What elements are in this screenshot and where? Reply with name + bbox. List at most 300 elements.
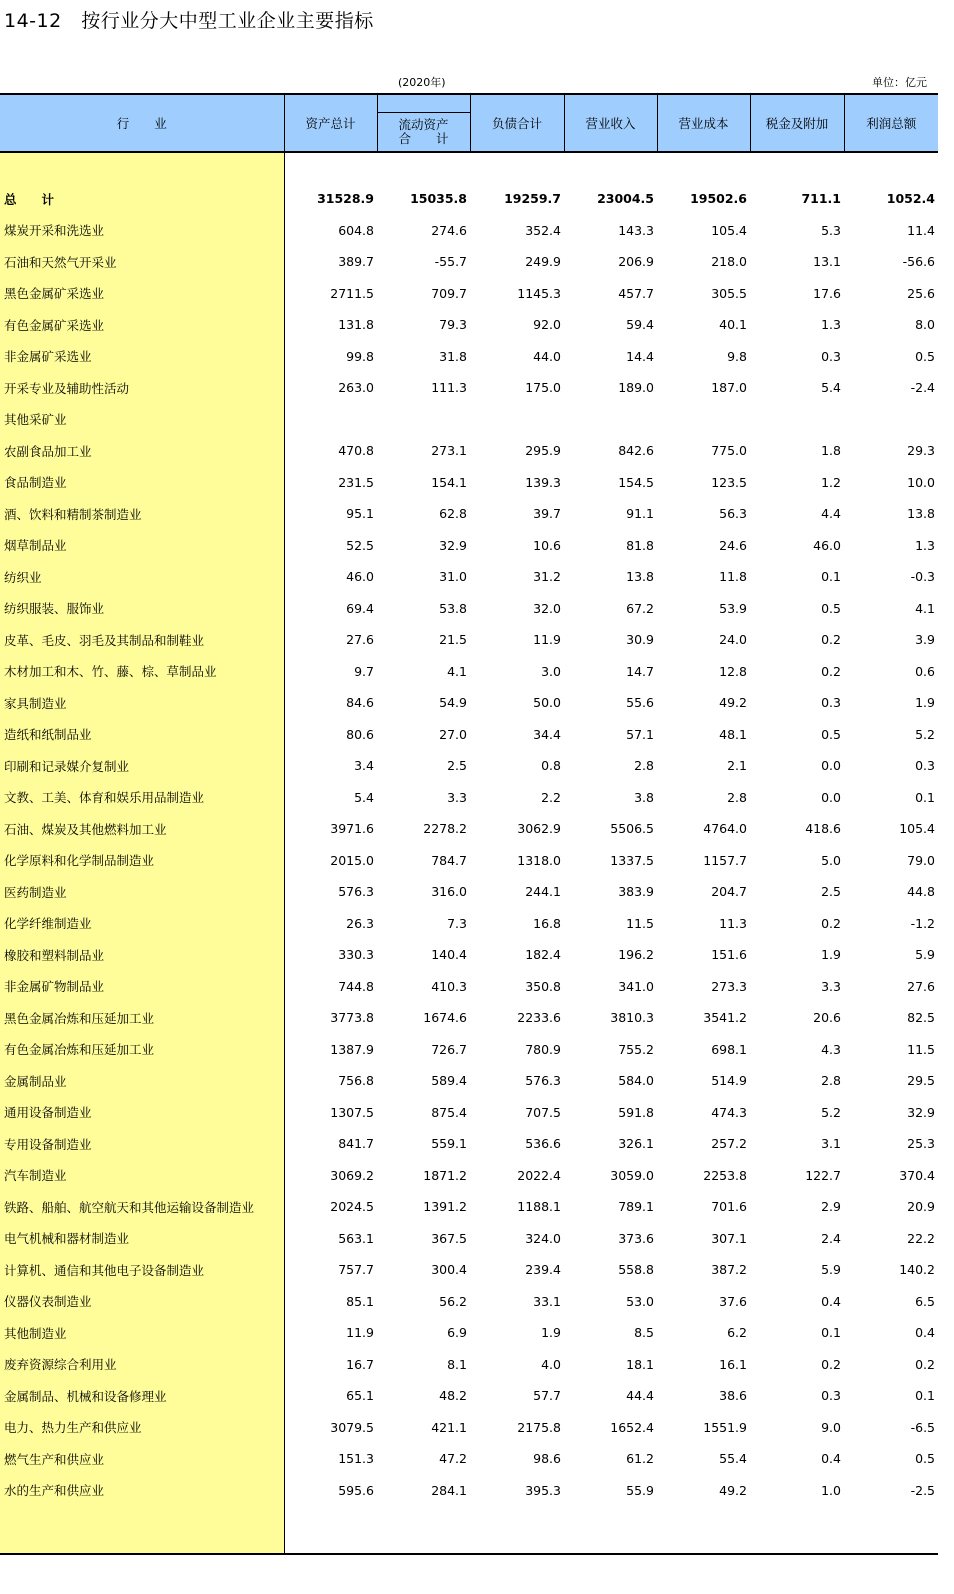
cell-taxes: 0.3: [821, 695, 841, 711]
industry-name: 煤炭开采和洗选业: [0, 215, 284, 247]
cell-total-assets: 231.5: [338, 474, 374, 490]
cell-current-assets: 79.3: [439, 317, 467, 333]
cell-revenue: 30.9: [626, 632, 654, 648]
cell-total-assets: 3971.6: [330, 821, 374, 837]
cell-profit: -2.4: [910, 380, 935, 396]
industry-name: 仪器仪表制造业: [0, 1286, 284, 1318]
cell-profit: 0.4: [915, 1325, 935, 1341]
cell-total-liabilities: 352.4: [525, 222, 561, 238]
cell-revenue: 1652.4: [610, 1419, 654, 1435]
cell-total-assets: 3069.2: [330, 1167, 374, 1183]
table-row: [0, 1128, 938, 1160]
cell-total-assets: 84.6: [346, 695, 374, 711]
cell-total-assets: 65.1: [346, 1388, 374, 1404]
table-row: [0, 561, 938, 593]
cell-current-assets: 709.7: [431, 285, 467, 301]
table-row: [0, 1254, 938, 1286]
table-row: [0, 467, 938, 499]
cell-total-assets: 26.3: [346, 915, 374, 931]
table-row: [0, 1380, 938, 1412]
table-row: [0, 1349, 938, 1381]
cell-total-liabilities: 3.0: [541, 663, 561, 679]
cell-current-assets: 559.1: [431, 1136, 467, 1152]
cell-revenue: 67.2: [626, 600, 654, 616]
table-row: [0, 435, 938, 467]
cell-revenue: 14.7: [626, 663, 654, 679]
table-row: [0, 1002, 938, 1034]
cell-taxes: 5.0: [821, 852, 841, 868]
cell-cost: 701.6: [711, 1199, 747, 1215]
cell-cost: 2253.8: [703, 1167, 747, 1183]
cell-total-liabilities: 139.3: [525, 474, 561, 490]
industry-name: 有色金属冶炼和压延加工业: [0, 1034, 284, 1066]
cell-current-assets: 154.1: [431, 474, 467, 490]
cell-cost: 305.5: [711, 285, 747, 301]
industry-name: 汽车制造业: [0, 1160, 284, 1192]
cell-total-liabilities: 10.6: [533, 537, 561, 553]
table-row: [0, 939, 938, 971]
cell-total-liabilities: 239.4: [525, 1262, 561, 1278]
cell-current-assets: 410.3: [431, 978, 467, 994]
industry-name: 家具制造业: [0, 687, 284, 719]
cell-taxes: 0.5: [821, 600, 841, 616]
table-row: [0, 656, 938, 688]
cell-total-assets: 756.8: [338, 1073, 374, 1089]
cell-current-assets: 7.3: [447, 915, 467, 931]
cell-current-assets: 48.2: [439, 1388, 467, 1404]
industry-name: 有色金属矿采选业: [0, 309, 284, 341]
cell-cost: 24.0: [719, 632, 747, 648]
cell-total-liabilities: 1145.3: [517, 285, 561, 301]
header-industry: 行 业: [0, 94, 284, 152]
cell-total-liabilities: 2233.6: [517, 1010, 561, 1026]
table-row: [0, 750, 938, 782]
cell-revenue: 1337.5: [610, 852, 654, 868]
cell-profit: 79.0: [907, 852, 935, 868]
cell-taxes: 5.9: [821, 1262, 841, 1278]
cell-cost: 48.1: [719, 726, 747, 742]
cell-profit: 27.6: [907, 978, 935, 994]
cell-profit: -56.6: [902, 254, 935, 270]
cell-cost: 105.4: [711, 222, 747, 238]
industry-name: 农副食品加工业: [0, 435, 284, 467]
cell-current-assets: 27.0: [439, 726, 467, 742]
cell-cost: 151.6: [711, 947, 747, 963]
table-row: [0, 498, 938, 530]
cell-total-assets: 46.0: [346, 569, 374, 585]
cell-total-assets: 2711.5: [330, 285, 374, 301]
cell-taxes: 0.0: [821, 758, 841, 774]
cell-current-assets: 875.4: [431, 1104, 467, 1120]
table-row: [0, 530, 938, 562]
cell-cost: 204.7: [711, 884, 747, 900]
industry-name: 橡胶和塑料制品业: [0, 939, 284, 971]
table-row: [0, 309, 938, 341]
industry-name: 印刷和记录媒介复制业: [0, 750, 284, 782]
cell-revenue: 61.2: [626, 1451, 654, 1467]
industry-name: 电力、热力生产和供应业: [0, 1412, 284, 1444]
cell-profit: 0.3: [915, 758, 935, 774]
cell-taxes: 1.2: [821, 474, 841, 490]
cell-revenue: 23004.5: [597, 191, 654, 207]
cell-total-assets: 95.1: [346, 506, 374, 522]
cell-revenue: 326.1: [618, 1136, 654, 1152]
table-row: [0, 971, 938, 1003]
cell-profit: -1.2: [910, 915, 935, 931]
cell-total-assets: 16.7: [346, 1356, 374, 1372]
cell-total-assets: 757.7: [338, 1262, 374, 1278]
header-current-assets: [377, 94, 470, 152]
cell-current-assets: 1391.2: [423, 1199, 467, 1215]
industry-name: 木材加工和木、竹、藤、棕、草制品业: [0, 656, 284, 688]
cell-taxes: 0.0: [821, 789, 841, 805]
cell-profit: 140.2: [899, 1262, 935, 1278]
cell-profit: 105.4: [899, 821, 935, 837]
table-row: [0, 1191, 938, 1223]
cell-total-liabilities: 175.0: [525, 380, 561, 396]
cell-revenue: 189.0: [618, 380, 654, 396]
cell-taxes: 0.5: [821, 726, 841, 742]
cell-total-liabilities: 536.6: [525, 1136, 561, 1152]
cell-cost: 9.8: [727, 348, 747, 364]
cell-revenue: 3059.0: [610, 1167, 654, 1183]
cell-revenue: 457.7: [618, 285, 654, 301]
cell-profit: 5.9: [915, 947, 935, 963]
cell-total-assets: 99.8: [346, 348, 374, 364]
cell-taxes: 3.3: [821, 978, 841, 994]
cell-total-assets: 80.6: [346, 726, 374, 742]
cell-cost: 187.0: [711, 380, 747, 396]
cell-taxes: 4.3: [821, 1041, 841, 1057]
cell-profit: 20.9: [907, 1199, 935, 1215]
cell-taxes: 0.1: [821, 569, 841, 585]
cell-total-liabilities: 2175.8: [517, 1419, 561, 1435]
cell-current-assets: 367.5: [431, 1230, 467, 1246]
cell-cost: 37.6: [719, 1293, 747, 1309]
cell-revenue: 591.8: [618, 1104, 654, 1120]
industry-name: 水的生产和供应业: [0, 1475, 284, 1507]
industry-name: 石油和天然气开采业: [0, 246, 284, 278]
cell-taxes: 0.3: [821, 1388, 841, 1404]
industry-name: 非金属矿物制品业: [0, 971, 284, 1003]
cell-profit: 0.2: [915, 1356, 935, 1372]
cell-revenue: 59.4: [626, 317, 654, 333]
cell-cost: 11.3: [719, 915, 747, 931]
cell-total-assets: 9.7: [354, 663, 374, 679]
cell-cost: 19502.6: [690, 191, 747, 207]
cell-revenue: 789.1: [618, 1199, 654, 1215]
cell-profit: 0.1: [915, 1388, 935, 1404]
cell-revenue: 11.5: [626, 915, 654, 931]
cell-total-liabilities: 1318.0: [517, 852, 561, 868]
cell-total-liabilities: 780.9: [525, 1041, 561, 1057]
cell-total-liabilities: 19259.7: [504, 191, 561, 207]
cell-total-liabilities: [470, 404, 564, 436]
cell-total-assets: 470.8: [338, 443, 374, 459]
cell-taxes: 0.3: [821, 348, 841, 364]
table-row: [0, 845, 938, 877]
industry-name: 纺织服装、服饰业: [0, 593, 284, 625]
cell-cost: 307.1: [711, 1230, 747, 1246]
cell-taxes: 0.4: [821, 1451, 841, 1467]
cell-profit: 25.6: [907, 285, 935, 301]
cell-profit: 29.5: [907, 1073, 935, 1089]
cell-profit: 11.4: [907, 222, 935, 238]
table-row: [0, 1412, 938, 1444]
cell-total-assets: 563.1: [338, 1230, 374, 1246]
cell-current-assets: 15035.8: [410, 191, 467, 207]
cell-total-liabilities: 350.8: [525, 978, 561, 994]
cell-profit: 5.2: [915, 726, 935, 742]
cell-current-assets: 273.1: [431, 443, 467, 459]
cell-total-liabilities: 1188.1: [517, 1199, 561, 1215]
cell-profit: 0.5: [915, 348, 935, 364]
cell-total-assets: 330.3: [338, 947, 374, 963]
table-row: [0, 1443, 938, 1475]
industry-name: 专用设备制造业: [0, 1128, 284, 1160]
table-body: [0, 152, 938, 1554]
cell-current-assets: 784.7: [431, 852, 467, 868]
cell-total-liabilities: 16.8: [533, 915, 561, 931]
cell-profit: 13.8: [907, 506, 935, 522]
cell-taxes: 1.9: [821, 947, 841, 963]
cell-revenue: 55.9: [626, 1482, 654, 1498]
cell-current-assets: 3.3: [447, 789, 467, 805]
cell-revenue: 14.4: [626, 348, 654, 364]
industry-name: 化学纤维制造业: [0, 908, 284, 940]
cell-total-liabilities: 0.8: [541, 758, 561, 774]
cell-revenue: 5506.5: [610, 821, 654, 837]
cell-cost: 273.3: [711, 978, 747, 994]
cell-revenue: 558.8: [618, 1262, 654, 1278]
unit-note: 单位：亿元: [872, 76, 927, 89]
cell-total-liabilities: 57.7: [533, 1388, 561, 1404]
cell-taxes: 418.6: [805, 821, 841, 837]
industry-name: 通用设备制造业: [0, 1097, 284, 1129]
table-row: [0, 687, 938, 719]
industry-name: 化学原料和化学制品制造业: [0, 845, 284, 877]
cell-current-assets: 47.2: [439, 1451, 467, 1467]
cell-total-liabilities: 31.2: [533, 569, 561, 585]
header-total-liabilities: 负债合计: [470, 94, 564, 152]
cell-total-assets: 151.3: [338, 1451, 374, 1467]
cell-profit: 29.3: [907, 443, 935, 459]
cell-total-liabilities: 2.2: [541, 789, 561, 805]
cell-current-assets: 726.7: [431, 1041, 467, 1057]
cell-cost: 257.2: [711, 1136, 747, 1152]
cell-current-assets: 2.5: [447, 758, 467, 774]
cell-taxes: 5.2: [821, 1104, 841, 1120]
cell-total-liabilities: 395.3: [525, 1482, 561, 1498]
industry-name: 废弃资源综合利用业: [0, 1349, 284, 1381]
cell-profit: 32.9: [907, 1104, 935, 1120]
industry-name: 食品制造业: [0, 467, 284, 499]
cell-total-liabilities: 33.1: [533, 1293, 561, 1309]
cell-current-assets: 21.5: [439, 632, 467, 648]
cell-cost: 123.5: [711, 474, 747, 490]
header-profit: 利润总额: [844, 94, 938, 152]
cell-profit: 8.0: [915, 317, 935, 333]
cell-total-assets: 595.6: [338, 1482, 374, 1498]
cell-revenue: [564, 404, 657, 436]
table-row: [0, 1160, 938, 1192]
cell-profit: -0.3: [910, 569, 935, 585]
industry-name: 其他采矿业: [0, 404, 284, 436]
table-row: [0, 1097, 938, 1129]
cell-total-liabilities: 92.0: [533, 317, 561, 333]
cell-total-liabilities: 11.9: [533, 632, 561, 648]
cell-total-assets: 31528.9: [317, 191, 374, 207]
cell-taxes: 0.1: [821, 1325, 841, 1341]
cell-cost: 2.1: [727, 758, 747, 774]
table-row: [0, 1475, 938, 1507]
cell-taxes: 0.2: [821, 663, 841, 679]
table-row: [0, 341, 938, 373]
cell-cost: 218.0: [711, 254, 747, 270]
industry-name: 铁路、船舶、航空航天和其他运输设备制造业: [0, 1191, 284, 1223]
cell-cost: 55.4: [719, 1451, 747, 1467]
cell-taxes: 1.3: [821, 317, 841, 333]
cell-cost: 514.9: [711, 1073, 747, 1089]
industry-name: 总 计: [0, 183, 284, 215]
industry-name: 开采专业及辅助性活动: [0, 372, 284, 404]
header-current-assets-label: 流动资产: [398, 117, 449, 132]
cell-current-assets: 589.4: [431, 1073, 467, 1089]
cell-profit: 22.2: [907, 1230, 935, 1246]
header-current-assets-total-label: 合 计: [398, 131, 449, 146]
cell-cost: [657, 404, 750, 436]
cell-taxes: 46.0: [813, 537, 841, 553]
cell-total-assets: 2015.0: [330, 852, 374, 868]
cell-total-liabilities: 44.0: [533, 348, 561, 364]
table-row: [0, 593, 938, 625]
cell-total-liabilities: 1.9: [541, 1325, 561, 1341]
cell-revenue: 383.9: [618, 884, 654, 900]
table-row: [0, 813, 938, 845]
cell-taxes: 2.4: [821, 1230, 841, 1246]
cell-current-assets: 1871.2: [423, 1167, 467, 1183]
cell-profit: 10.0: [907, 474, 935, 490]
cell-cost: 698.1: [711, 1041, 747, 1057]
cell-current-assets: -55.7: [434, 254, 467, 270]
table-row: [0, 782, 938, 814]
table-row: [0, 404, 938, 436]
cell-total-liabilities: 249.9: [525, 254, 561, 270]
industry-name: 金属制品、机械和设备修理业: [0, 1380, 284, 1412]
cell-current-assets: 111.3: [431, 380, 467, 396]
industry-name: 计算机、通信和其他电子设备制造业: [0, 1254, 284, 1286]
cell-revenue: 18.1: [626, 1356, 654, 1372]
header-total-assets: 资产总计: [284, 94, 377, 152]
cell-total-assets: 85.1: [346, 1293, 374, 1309]
cell-total-assets: 131.8: [338, 317, 374, 333]
cell-current-assets: 1674.6: [423, 1010, 467, 1026]
cell-profit: 370.4: [899, 1167, 935, 1183]
header-taxes: 税金及附加: [750, 94, 844, 152]
cell-cost: 53.9: [719, 600, 747, 616]
industry-name: 黑色金属冶炼和压延加工业: [0, 1002, 284, 1034]
cell-total-liabilities: 32.0: [533, 600, 561, 616]
cell-current-assets: 62.8: [439, 506, 467, 522]
cell-revenue: 3.8: [634, 789, 654, 805]
table-row: [0, 246, 938, 278]
cell-revenue: 373.6: [618, 1230, 654, 1246]
cell-taxes: 2.9: [821, 1199, 841, 1215]
cell-profit: -6.5: [910, 1419, 935, 1435]
cell-taxes: [750, 404, 844, 436]
cell-total-assets: 389.7: [338, 254, 374, 270]
cell-current-assets: 6.9: [447, 1325, 467, 1341]
cell-cost: 1157.7: [703, 852, 747, 868]
table-row: [0, 1223, 938, 1255]
page-title: 14-12 按行业分大中型工业企业主要指标: [4, 10, 374, 32]
cell-total-assets: 27.6: [346, 632, 374, 648]
cell-cost: 40.1: [719, 317, 747, 333]
cell-cost: 56.3: [719, 506, 747, 522]
table-row: [0, 908, 938, 940]
cell-cost: 775.0: [711, 443, 747, 459]
cell-current-assets: 274.6: [431, 222, 467, 238]
industry-name: 非金属矿采选业: [0, 341, 284, 373]
table-row: [0, 1065, 938, 1097]
industry-name: 造纸和纸制品业: [0, 719, 284, 751]
cell-total-assets: [284, 404, 377, 436]
cell-profit: 82.5: [907, 1010, 935, 1026]
industry-name: 酒、饮料和精制茶制造业: [0, 498, 284, 530]
cell-current-assets: 140.4: [431, 947, 467, 963]
cell-cost: 1551.9: [703, 1419, 747, 1435]
cell-cost: 387.2: [711, 1262, 747, 1278]
cell-profit: 0.5: [915, 1451, 935, 1467]
cell-current-assets: 300.4: [431, 1262, 467, 1278]
table-row: [0, 876, 938, 908]
table-row: [0, 1317, 938, 1349]
cell-cost: 6.2: [727, 1325, 747, 1341]
cell-revenue: 755.2: [618, 1041, 654, 1057]
industry-name: 石油、煤炭及其他燃料加工业: [0, 813, 284, 845]
total-row: [0, 183, 938, 215]
cell-taxes: 2.5: [821, 884, 841, 900]
industry-name: 电气机械和器材制造业: [0, 1223, 284, 1255]
cell-revenue: 584.0: [618, 1073, 654, 1089]
cell-revenue: 81.8: [626, 537, 654, 553]
cell-cost: 3541.2: [703, 1010, 747, 1026]
cell-total-assets: 576.3: [338, 884, 374, 900]
cell-current-assets: 32.9: [439, 537, 467, 553]
cell-taxes: 1.8: [821, 443, 841, 459]
cell-cost: 24.6: [719, 537, 747, 553]
cell-taxes: 17.6: [813, 285, 841, 301]
cell-total-liabilities: 4.0: [541, 1356, 561, 1372]
cell-profit: 3.9: [915, 632, 935, 648]
cell-total-liabilities: 576.3: [525, 1073, 561, 1089]
cell-revenue: 55.6: [626, 695, 654, 711]
cell-current-assets: 4.1: [447, 663, 467, 679]
cell-total-assets: 604.8: [338, 222, 374, 238]
cell-profit: 1052.4: [886, 191, 935, 207]
cell-total-assets: 3079.5: [330, 1419, 374, 1435]
cell-taxes: 2.8: [821, 1073, 841, 1089]
industry-name: 文教、工美、体育和娱乐用品制造业: [0, 782, 284, 814]
cell-revenue: 2.8: [634, 758, 654, 774]
cell-total-assets: 52.5: [346, 537, 374, 553]
industry-name: 黑色金属矿采选业: [0, 278, 284, 310]
cell-taxes: 13.1: [813, 254, 841, 270]
cell-revenue: 8.5: [634, 1325, 654, 1341]
cell-revenue: 341.0: [618, 978, 654, 994]
industry-name: 其他制造业: [0, 1317, 284, 1349]
table-row: [0, 624, 938, 656]
